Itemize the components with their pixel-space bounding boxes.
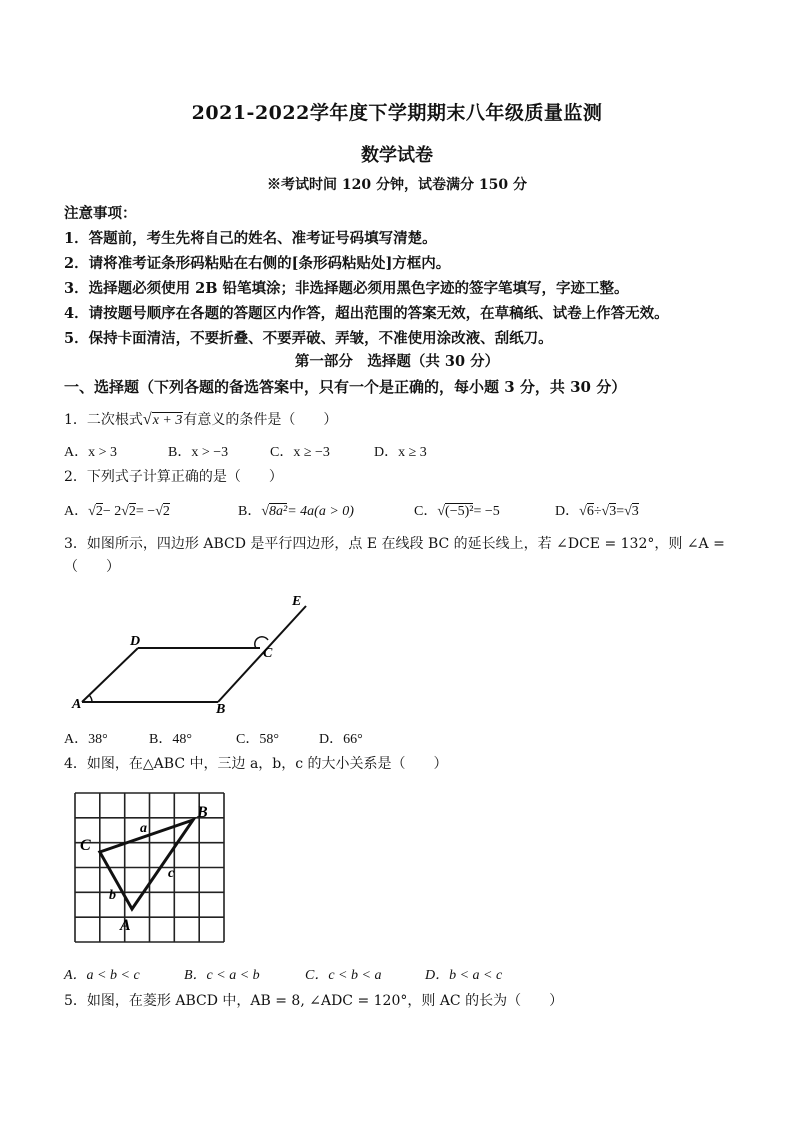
q2-options (64, 500, 639, 520)
note-item-4: 4．请按题号顺序在各题的答题区内作答，超出范围的答案无效，在草稿纸、试卷上作答无效。 (64, 305, 669, 322)
parallelogram-figure (70, 590, 330, 720)
q1-stem-post: 有意义的条件是（ ） (183, 412, 338, 428)
question-1: 1．二次根式√x + 3有意义的条件是（ ） (64, 411, 338, 428)
question-5: 5．如图，在菱形 ABCD 中，AB = 8, ∠ADC = 120°，则 AC 的长为（ ） (64, 993, 564, 1009)
q3-option-a[interactable]: A．38° (64, 732, 108, 747)
q3-option-d[interactable]: D．66° (319, 732, 363, 747)
q4-option-c[interactable]: C．c < b < a (305, 968, 382, 983)
q1-option-d[interactable]: D．x ≥ 3 (374, 445, 427, 460)
fig4-label-side-c: c (168, 866, 175, 881)
fig4-label-a-vertex: A (120, 917, 131, 934)
notes-heading: 注意事项： (64, 205, 137, 222)
q2-option-d[interactable]: D．√6÷√3=√3 (555, 504, 639, 519)
note-item-1: 1．答题前，考生先将自己的姓名、准考证号码填写清楚。 (64, 230, 437, 247)
question-3-line-2: （ ） (64, 559, 120, 575)
fig4-label-side-a: a (140, 821, 147, 836)
note-item-3: 3．选择题必须使用 2B 铅笔填涂；非选择题必须用黑色字迹的签字笔填写，字迹工整。 (64, 280, 629, 297)
note-item-2: 2．请将准考证条形码粘贴在右侧的[条形码粘贴处]方框内。 (64, 255, 451, 272)
q4-option-d[interactable]: D．b < a < c (425, 968, 503, 983)
fig3-label-b: B (216, 702, 226, 717)
q3-option-c[interactable]: C．58° (236, 732, 279, 747)
q1-option-b[interactable]: B．x > −3 (168, 445, 229, 460)
q1-options (64, 441, 427, 461)
question-2: 2．下列式子计算正确的是（ ） (64, 469, 283, 485)
q1-stem-pre: 1．二次根式 (64, 412, 143, 428)
q3-option-b[interactable]: B．48° (149, 732, 192, 747)
fig4-label-c-vertex: C (80, 837, 91, 854)
grid-triangle-figure (70, 788, 230, 948)
fig3-label-c: C (263, 646, 273, 661)
fig3-label-a: A (72, 697, 82, 712)
note-item-5: 5．保持卡面清洁，不要折叠、不要弄破、弄皱，不准使用涂改液、刮纸刀。 (64, 330, 553, 347)
q1-radicand: x + 3 (152, 413, 183, 428)
q2-option-c[interactable]: C．√(−5)²= −5 (414, 504, 500, 519)
q2-option-a[interactable]: A．√2− 2√2= −√2 (64, 504, 170, 519)
q3-options (64, 728, 363, 748)
question-4: 4．如图，在△ABC 中，三边 a，b，c 的大小关系是（ ） (64, 756, 448, 772)
q2-option-b[interactable]: B．√8a²= 4a(a > 0) (238, 504, 354, 519)
question-3-line-1: 3．如图所示，四边形 ABCD 是平行四边形，点 E 在线段 BC 的延长线上，若 ∠DCE = 132°，则 ∠A = (64, 536, 725, 552)
exam-subject: 数学试卷 (361, 145, 433, 166)
part1-heading: 第一部分 选择题（共 30 分） (294, 353, 500, 370)
section-heading: 一、选择题（下列各题的备选答案中，只有一个是正确的，每小题 3 分，共 30 分） (64, 378, 627, 396)
exam-info: ※考试时间 120 分钟，试卷满分 150 分 (267, 177, 527, 193)
q4-options (64, 964, 502, 984)
fig4-label-b-vertex: B (197, 804, 208, 821)
fig3-label-d: D (130, 634, 141, 649)
q4-option-a[interactable]: A．a < b < c (64, 968, 140, 983)
fig3-label-e: E (292, 594, 302, 609)
q4-option-b[interactable]: B．c < a < b (184, 968, 260, 983)
exam-title: 2021-2022学年度下学期期末八年级质量监测 (191, 102, 603, 124)
fig4-label-side-b: b (109, 888, 116, 903)
q1-option-a[interactable]: A．x > 3 (64, 445, 118, 460)
q1-option-c[interactable]: C．x ≥ −3 (270, 445, 330, 460)
